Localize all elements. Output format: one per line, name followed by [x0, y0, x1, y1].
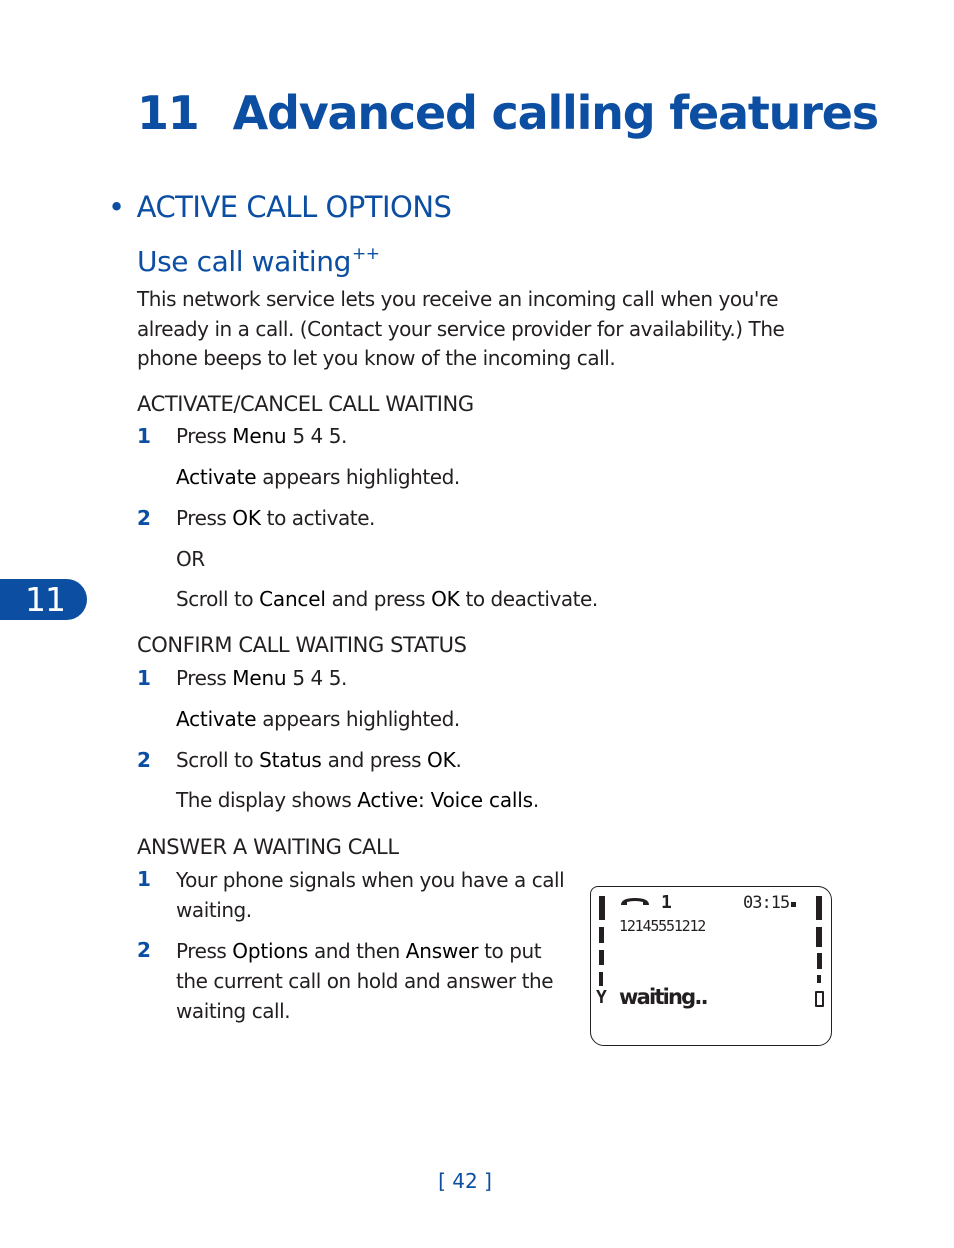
- call-count: 1: [661, 892, 672, 913]
- activate-keyword: Activate: [176, 707, 257, 731]
- chapter-number: 11: [137, 86, 199, 140]
- menu-keyword: Menu: [232, 424, 287, 448]
- step-number: 2: [137, 748, 151, 772]
- ok-keyword: OK: [232, 506, 261, 530]
- step-text: Press Menu 5 4 5.: [176, 424, 347, 448]
- signal-bar: [599, 927, 604, 943]
- activate-heading: ACTIVATE/CANCEL CALL WAITING: [137, 392, 474, 416]
- step-text: Press Options and then Answer to put the current call on hold and answer the waiting call.: [176, 939, 554, 1023]
- confirm-heading: CONFIRM CALL WAITING STATUS: [137, 633, 467, 657]
- cancel-keyword: Cancel: [259, 587, 326, 611]
- handset-icon: [619, 895, 651, 909]
- battery-bar: [817, 953, 822, 969]
- display-keyword: Active: Voice calls: [357, 788, 533, 812]
- step-number: 2: [137, 506, 151, 530]
- menu-keyword: Menu: [232, 666, 287, 690]
- step-text: Press OK to activate.: [176, 506, 375, 530]
- caller-number: 12145551212: [619, 917, 706, 935]
- step-number: 1: [137, 867, 151, 891]
- step-text: Press Menu 5 4 5.: [176, 666, 347, 690]
- ok-keyword: OK: [431, 587, 460, 611]
- answer-heading: ANSWER A WAITING CALL: [137, 835, 399, 859]
- step-number: 1: [137, 424, 151, 448]
- answer-keyword: Answer: [405, 939, 479, 963]
- step-text: Your phone signals when you have a call waiting.: [176, 868, 565, 922]
- waiting-status: waiting..: [619, 985, 707, 1009]
- battery-icon: [815, 991, 824, 1007]
- intro-paragraph: This network service lets you receive an incoming call when you're already in a call. (Contact your service provider for availability.) The phone beeps to let you know of the incoming call.: [137, 287, 785, 370]
- timer-dot-icon: [791, 902, 796, 907]
- subsection-title: [137, 244, 380, 278]
- step-text: Scroll to Cancel and press OK to deactivate.: [176, 587, 598, 611]
- section-bullet: •: [108, 190, 125, 224]
- chapter-title: [137, 86, 878, 140]
- phone-display-illustration: [590, 886, 832, 1046]
- section-title: ACTIVE CALL OPTIONS: [136, 190, 452, 224]
- signal-bar: [599, 950, 604, 965]
- step-number: 1: [137, 666, 151, 690]
- chapter-title-text: Advanced calling features: [232, 86, 878, 140]
- ok-keyword: OK: [427, 748, 456, 772]
- section-heading: [108, 190, 451, 224]
- network-service-marker: ++: [351, 244, 380, 264]
- signal-bar: [599, 896, 605, 920]
- subsection-title-text: Use call waiting: [137, 245, 351, 278]
- activate-keyword: Activate: [176, 465, 257, 489]
- battery-bar: [816, 927, 822, 947]
- status-keyword: Status: [259, 748, 322, 772]
- step-note: Activate appears highlighted.: [176, 707, 460, 731]
- page-number: [ 42 ]: [438, 1169, 492, 1193]
- battery-bar: [817, 975, 821, 983]
- battery-bar: [816, 896, 822, 920]
- signal-bar: [599, 972, 603, 986]
- options-keyword: Options: [232, 939, 309, 963]
- or-text: OR: [176, 547, 205, 571]
- chapter-tab: 11: [0, 579, 87, 620]
- step-text: Scroll to Status and press OK.: [176, 748, 462, 772]
- antenna-icon: Y: [596, 987, 607, 1008]
- step-number: 2: [137, 938, 151, 962]
- step-note: Activate appears highlighted.: [176, 465, 460, 489]
- call-timer: 03:15: [743, 893, 790, 913]
- step-note: The display shows Active: Voice calls.: [176, 788, 539, 812]
